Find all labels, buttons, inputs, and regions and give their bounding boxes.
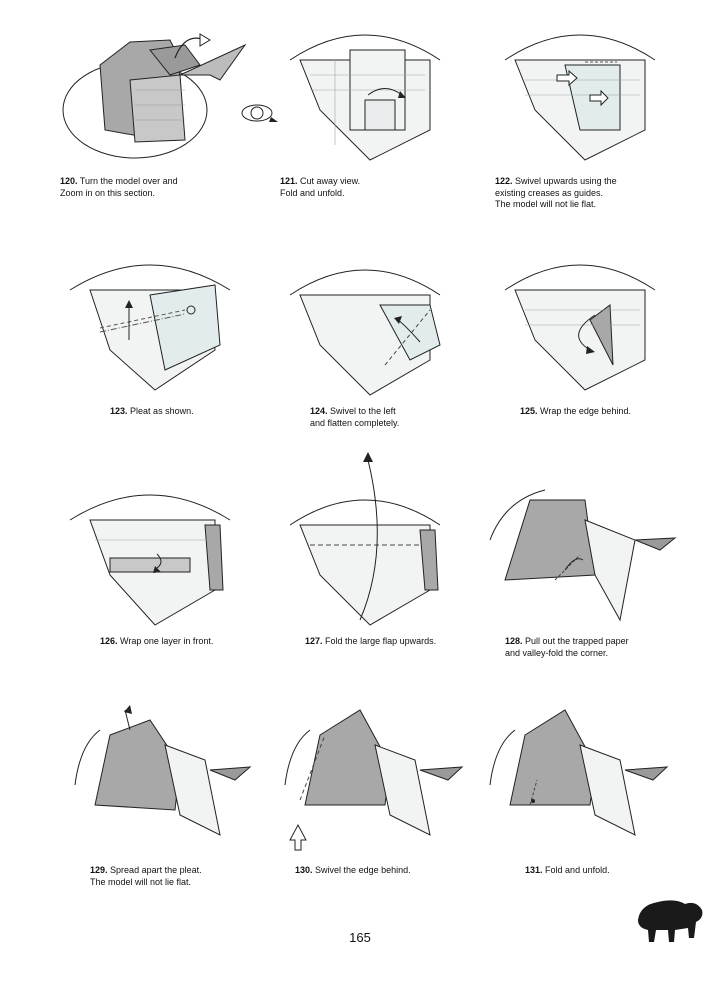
step-121-caption: 121. Cut away view. Fold and unfold. xyxy=(280,176,361,198)
step-129-diagram xyxy=(70,705,290,865)
step-131-caption: 131. Fold and unfold. xyxy=(525,865,610,875)
step-120-caption: 120. Turn the model over and Zoom in on this section. xyxy=(60,176,178,198)
step-123-diagram xyxy=(65,250,285,410)
step-122-diagram xyxy=(495,20,715,180)
bison-silhouette-icon xyxy=(630,890,710,950)
step-130-diagram xyxy=(280,705,500,865)
step-125-diagram xyxy=(495,250,715,410)
step-127-diagram xyxy=(280,450,500,640)
step-124-caption: 124. Swivel to the left and flatten completely. xyxy=(310,406,400,428)
step-130-caption: 130. Swivel the edge behind. xyxy=(295,865,411,875)
step-127-caption: 127. Fold the large flap upwards. xyxy=(305,636,437,646)
step-121-diagram xyxy=(280,20,500,180)
page-number: 165 xyxy=(349,930,371,945)
turn-over-arrow-icon xyxy=(235,100,280,130)
step-128-caption: 128. Pull out the trapped paper and valley-fold the corner. xyxy=(505,636,629,658)
step-123-caption: 123. Pleat as shown. xyxy=(110,406,194,416)
step-124-diagram xyxy=(280,250,500,410)
step-125-caption: 125. Wrap the edge behind. xyxy=(520,406,631,416)
step-126-diagram xyxy=(65,480,285,640)
step-128-diagram xyxy=(485,480,705,640)
step-129-caption: 129. Spread apart the pleat. The model will not lie flat. xyxy=(90,865,202,887)
step-131-diagram xyxy=(485,705,705,865)
step-122-caption: 122. Swivel upwards using the existing creases as guides. The model will not lie flat. xyxy=(495,176,617,209)
step-126-caption: 126. Wrap one layer in front. xyxy=(100,636,214,646)
